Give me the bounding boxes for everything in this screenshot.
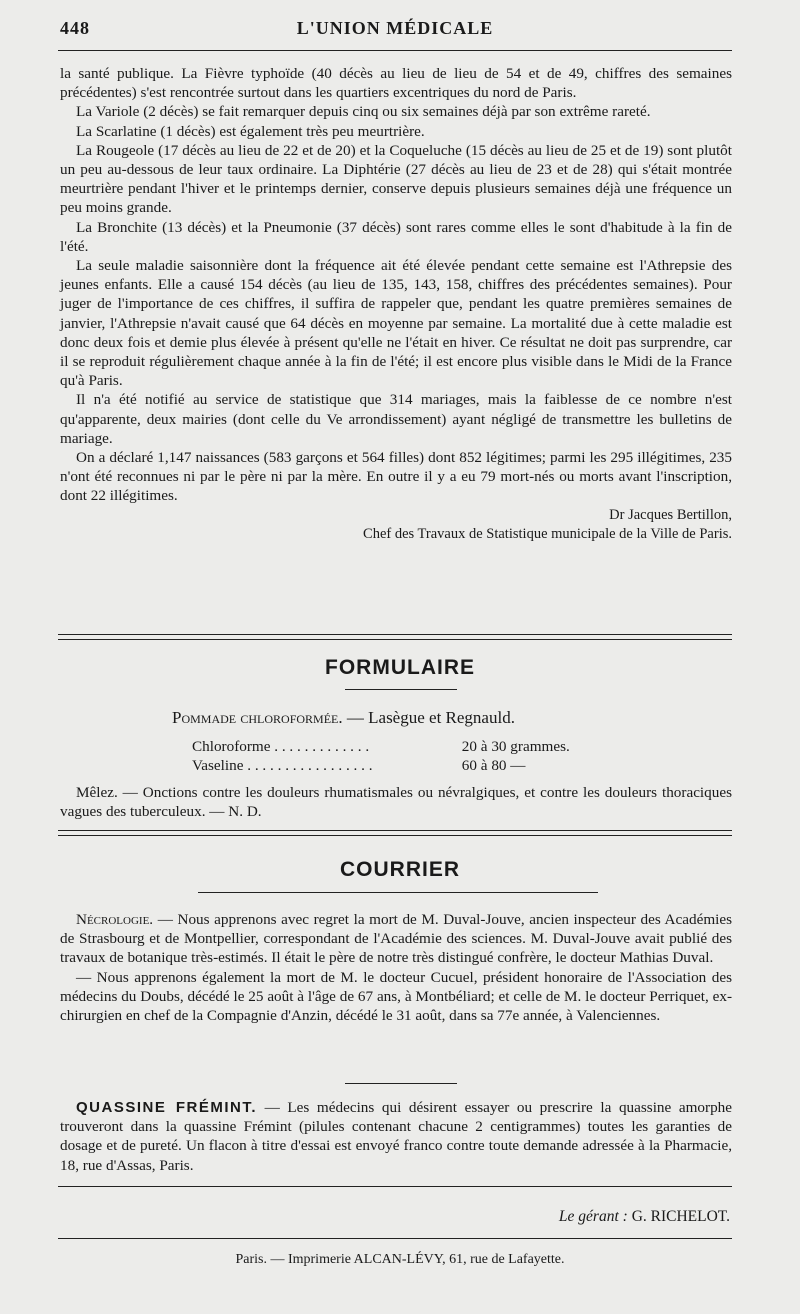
courrier-heading: COURRIER — [339, 858, 460, 881]
journal-title: L'UNION MÉDICALE — [296, 18, 494, 38]
paragraph-scarlatine: La Scarlatine (1 décès) est également très peu meurtrière. — [76, 122, 425, 140]
necrology-section — [60, 910, 732, 1025]
ingredient-amount: 20 à 30 grammes. — [461, 738, 570, 755]
author-title: Chef des Travaux de Statistique municipale de la Ville de Paris. — [363, 525, 732, 542]
imprint-rule — [58, 1238, 732, 1239]
ad-paragraph — [60, 1098, 732, 1175]
necrology-paragraph-2: — Nous apprenons également la mort de M. le docteur Cucuel, président honoraire de l'Association des médecins du Doubs, décédé le 25 août à l'âge de 67 ans, à Montbéliard; et celle de M. le docteur Perriquet, ex-chirurgien en chef de la Compagnie d'Anzin, décédé le 31 août, dans sa 77e année, à Valenciennes. — [60, 968, 732, 1025]
recipe-name: Pommade chloroformée. — [172, 708, 343, 727]
section-separator — [58, 830, 732, 836]
recipe-instructions — [60, 783, 732, 821]
courrier-underline — [198, 892, 598, 893]
ingredient-amount: 60 à 80 — — [461, 757, 526, 774]
paragraph-rougeole: La Rougeole (17 décès au lieu de 22 et de 20) et la Coqueluche (15 décès au lieu de 25 et de 19) sont plutôt un peu au-dessous de leur taux ordinaire. La Diphtérie (27 décès au lieu de 23 et de 28) qui s'était montrée meurtrière pendant l'hiver et le printemps dernier, conserve depuis plusieurs semaines déjà une fréquence un peu moins grande. — [60, 141, 732, 217]
ad-brand: QUASSINE FRÉMINT. — [76, 1099, 257, 1116]
paragraph-naissances: On a déclaré 1,147 naissances (583 garçons et 564 filles) dont 852 légitimes; parmi les 295 illégitimes, 235 n'ont été reconnues ni par le père ni par la mère. En outre il y a eu 79 mort-nés ou morts avant l'inscription, dont 22 illégitimes. — [60, 449, 732, 505]
ingredient-name: Chloroforme . . . . . . . . . . . . . — [192, 738, 370, 755]
footer-rule — [58, 1186, 732, 1187]
printer-imprint: Paris. — Imprimerie ALCAN-LÉVY, 61, rue de Lafayette. — [235, 1252, 565, 1267]
paragraph-mariages: Il n'a été notifié au service de statistique que 314 mariages, mais la faiblesse de ce nombre n'est qu'apparente, deux mairies (dont celle du Ve arrondissement) ayant négligé de transmettre les bulletins de mariage. — [60, 391, 732, 447]
paragraph-typhoid: la santé publique. La Fièvre typhoïde (40 décès au lieu de lieu de 54 et de 49, chiffres des semaines précédentes) s'est rencontrée surtout dans les quartiers excentriques du nord de Paris. — [60, 65, 732, 102]
manager-label: Le gérant : — [558, 1208, 628, 1225]
necrology-text: — Nous apprenons avec regret la mort de M. Duval-Jouve, ancien inspecteur des Académies de Strasbourg et de Montpellier, correspondant de l'Académie des sciences. M. Duval-Jouve avait publié des travaux de botanique très-estimés. Il était le père de notre très distingué confrère, le docteur Mathias Duval. — [60, 911, 733, 967]
advertisement — [60, 1098, 732, 1175]
necrology-label: Nécrologie. — [76, 911, 154, 928]
recipe-title — [172, 708, 515, 728]
section-separator — [58, 634, 732, 640]
instructions-text: Mêlez. — Onctions contre les douleurs rhumatismales ou névralgiques, et contre les douleurs thoraciques vagues des tuberculeux. — N. D. — [60, 784, 732, 821]
formulaire-heading: FORMULAIRE — [325, 656, 475, 679]
header-rule — [58, 50, 732, 51]
statistics-article — [60, 64, 732, 544]
page-header — [60, 18, 730, 44]
item-separator — [345, 1083, 457, 1084]
paragraph-bronchite: La Bronchite (13 décès) et la Pneumonie (37 décès) sont rares comme elles le sont d'habitude à la fin de l'été. — [60, 218, 732, 255]
necrology-paragraph — [60, 910, 732, 968]
ad-text: — Les médecins qui désirent essayer ou prescrire la quassine amorphe trouveront dans la quassine Frémint (pilules contenant chacune 2 centigrammes) toutes les garanties de dosage et de pureté. Un flacon à titre d'essai est envoyé franco contre toute demande adressée à la Pharmacie, 18, rue d'Assas, Paris. — [60, 1099, 733, 1174]
ingredient-name: Vaseline . . . . . . . . . . . . . . . . . — [192, 757, 373, 774]
ingredient-row — [192, 757, 526, 775]
ingredient-row — [192, 738, 570, 756]
paragraph-variole: La Variole (2 décès) se fait remarquer depuis cinq ou six semaines déjà par son extrême rareté. — [76, 103, 651, 121]
manager-line — [559, 1208, 730, 1226]
page-number: 448 — [60, 18, 90, 38]
recipe-authors: — Lasègue et Regnauld. — [346, 708, 515, 727]
paragraph-athrepsie: La seule maladie saisonnière dont la fréquence ait été élevée pendant cette semaine est l'Athrepsie des jeunes enfants. Elle a causé 154 décès (au lieu de 135, 143, 158, chiffres des précédentes semaines). Pour juger de l'importance de ces chiffres, il suffira de rappeler que, pendant les quatre premières semaines de janvier, l'Athrepsie n'avait causé que 64 décès en moyenne par semaine. La mortalité due à cette maladie est donc deux fois et demie plus élevée à présent qu'elle ne l'était en hiver. Ce résultat ne doit pas surprendre, car il se reproduit régulièrement chaque année à la fin de l'été; il est encore plus visible dans le Midi de la France qu'à Paris. — [60, 257, 732, 390]
manager-name: G. RICHELOT. — [631, 1208, 730, 1225]
author-signature: Dr Jacques Bertillon, — [609, 506, 732, 523]
formulaire-underline — [345, 689, 457, 690]
